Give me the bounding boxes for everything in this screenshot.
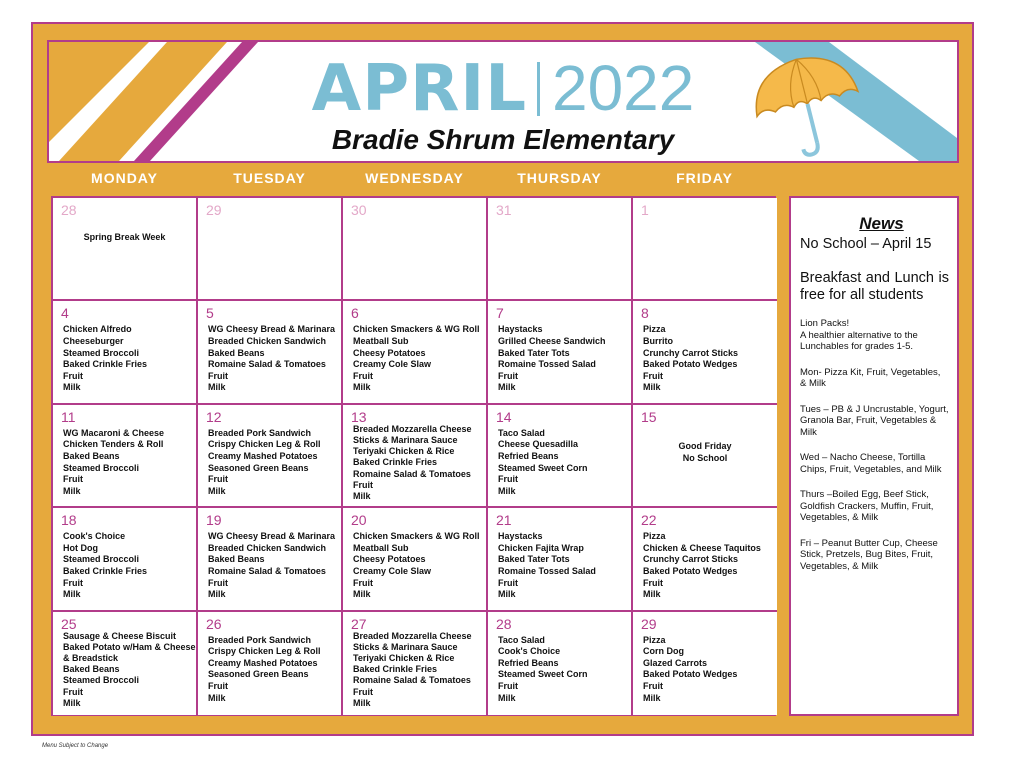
menu-item: Creamy Cole Slaw (353, 359, 432, 370)
menu-item: Baked Potato Wedges (643, 565, 738, 576)
menu-item: Fruit (353, 577, 373, 588)
day-number: 6 (351, 305, 359, 322)
news-text: Tues – PB & J Uncrustable, Yogurt, Granola Bar, Fruit, Vegetables & Milk (800, 403, 949, 438)
menu-item: Milk (353, 589, 371, 600)
day-cell (343, 612, 488, 715)
menu-item: Milk (353, 697, 371, 708)
menu-item: Cheeseburger (63, 335, 124, 346)
day-name: WEDNESDAY (365, 170, 464, 186)
menu-list (63, 630, 196, 709)
menu-item: Romaine Salad & Tomatoes (353, 468, 471, 479)
news-text: Thurs –Boiled Egg, Beef Stick, Goldfish Crackers, Muffin, Fruit, Vegetables, & Milk (800, 489, 934, 523)
menu-item: Baked Crinkle Fries (353, 457, 438, 468)
day-cell (488, 405, 633, 508)
menu-list (498, 635, 627, 705)
menu-item: Breaded Chicken Sandwich (208, 335, 327, 346)
lion-packs-intro (800, 318, 949, 353)
menu-item: Milk (208, 589, 226, 600)
day-cell (198, 405, 343, 508)
menu-item: WG Cheesy Bread & Marinara (208, 531, 336, 542)
title-divider (537, 62, 540, 116)
menu-item: Breaded Mozzarella Cheese (353, 423, 472, 434)
menu-item: Steamed Broccoli (63, 554, 140, 565)
menu-item: Crispy Chicken Leg & Roll (208, 439, 321, 450)
menu-item: Chicken Tenders & Roll (63, 439, 164, 450)
menu-item: Milk (498, 692, 516, 703)
day-number: 11 (61, 408, 76, 425)
day-number: 20 (351, 512, 367, 529)
menu-item: Grilled Cheese Sandwich (498, 335, 606, 346)
menu-item: Fruit (353, 370, 373, 381)
day-cell (198, 508, 343, 611)
menu-item: Taco Salad (498, 427, 545, 438)
menu-item: Steamed Broccoli (63, 675, 140, 686)
menu-item: Burrito (643, 335, 673, 346)
day-number: 31 (496, 202, 512, 218)
menu-item: Seasoned Green Beans (208, 669, 309, 680)
menu-item: Milk (63, 485, 81, 496)
news-text: Mon- Pizza Kit, Fruit, Vegetables, & Milk (800, 366, 941, 389)
day-note: No School (682, 452, 728, 463)
calendar-header (47, 40, 959, 163)
menu-item: WG Macaroni & Cheese (63, 427, 165, 438)
title-year: 2022 (551, 52, 695, 124)
menu-item: Baked Beans (208, 554, 265, 565)
menu-item: Fruit (208, 680, 228, 691)
menu-item: Steamed Sweet Corn (498, 669, 588, 680)
menu-item: Baked Beans (63, 664, 120, 675)
news-text: Wed – Nacho Cheese, Tortilla Chips, Fruit, Vegetables, and Milk (800, 452, 942, 475)
day-cell (488, 508, 633, 611)
menu-list (498, 531, 627, 601)
school-name: Bradie Shrum Elementary (331, 124, 675, 155)
day-cell (633, 508, 777, 611)
menu-item: Fruit (643, 577, 663, 588)
menu-item: Milk (498, 485, 516, 496)
day-name: THURSDAY (517, 170, 602, 186)
menu-item: Baked Crinkle Fries (353, 664, 438, 675)
day-number: 27 (351, 615, 367, 632)
menu-item: Pizza (643, 324, 666, 335)
menu-item: Fruit (63, 686, 83, 697)
menu-item: Fruit (643, 680, 663, 691)
menu-item: Creamy Mashed Potatoes (208, 450, 318, 461)
menu-item: Baked Potato Wedges (643, 359, 738, 370)
menu-list (63, 324, 192, 394)
menu-item: Crispy Chicken Leg & Roll (208, 646, 321, 657)
day-number: 29 (641, 615, 657, 632)
menu-item: Baked Crinkle Fries (63, 565, 148, 576)
menu-item: Milk (63, 382, 81, 393)
menu-item: Fruit (208, 370, 228, 381)
menu-item: Fruit (63, 577, 83, 588)
menu-list (353, 324, 482, 394)
day-number: 21 (496, 512, 512, 529)
day-cell (198, 612, 343, 715)
menu-item: Hot Dog (63, 542, 98, 553)
day-number: 15 (641, 408, 657, 425)
menu-item: Romaine Salad & Tomatoes (208, 565, 326, 576)
menu-item: Sticks & Marinara Sauce (353, 435, 458, 445)
menu-item: Pizza (643, 634, 666, 645)
menu-item: Cook's Choice (63, 531, 126, 542)
menu-item: Fruit (498, 474, 518, 485)
menu-item: Seasoned Green Beans (208, 462, 309, 473)
news-title: News (859, 214, 904, 233)
menu-item: Baked Tater Tots (498, 347, 570, 358)
menu-item: WG Cheesy Bread & Marinara (208, 324, 336, 335)
day-cell (53, 508, 198, 611)
day-number: 19 (206, 512, 222, 529)
menu-item: Refried Beans (498, 450, 559, 461)
day-note: Good Friday (678, 440, 732, 451)
menu-item: Milk (63, 697, 81, 708)
menu-item: Cheesy Potatoes (353, 347, 426, 358)
menu-item: Fruit (208, 577, 228, 588)
menu-item: Milk (353, 382, 371, 393)
menu-item: & Breadstick (63, 653, 119, 663)
day-name: FRIDAY (676, 170, 733, 186)
menu-item: Baked Potato w/Ham & Cheese (63, 641, 196, 652)
menu-item: Steamed Broccoli (63, 462, 140, 473)
menu-item: Baked Tater Tots (498, 554, 570, 565)
menu-item: Romaine Salad & Tomatoes (353, 675, 471, 686)
menu-item: Steamed Sweet Corn (498, 462, 588, 473)
menu-item: Fruit (643, 370, 663, 381)
menu-item: Fruit (63, 370, 83, 381)
menu-item: Chicken Fajita Wrap (498, 542, 584, 553)
menu-item: Steamed Broccoli (63, 347, 140, 358)
day-cell (53, 198, 198, 301)
day-number: 8 (641, 305, 649, 322)
day-number: 14 (496, 408, 512, 425)
menu-item: Taco Salad (498, 634, 545, 645)
menu-item: Cheesy Potatoes (353, 554, 426, 565)
menu-item: Fruit (63, 474, 83, 485)
day-number: 1 (641, 202, 649, 218)
menu-list (353, 631, 482, 709)
menu-item: Chicken Smackers & WG Roll (353, 531, 480, 542)
news-panel (789, 196, 959, 716)
day-number: 22 (641, 512, 657, 529)
menu-item: Baked Beans (208, 347, 265, 358)
day-cell (633, 405, 777, 508)
menu-item: Milk (63, 589, 81, 600)
menu-list (353, 531, 482, 601)
menu-item: Teriyaki Chicken & Rice (353, 446, 455, 457)
menu-item: Cheese Quesadilla (498, 439, 579, 450)
menu-item: Baked Potato Wedges (643, 669, 738, 680)
day-cell (343, 508, 488, 611)
day-cell (53, 405, 198, 508)
day-cell (53, 301, 198, 404)
menu-list (353, 424, 482, 502)
menu-item: Milk (208, 382, 226, 393)
menu-item: Chicken Alfredo (63, 324, 132, 335)
day-number: 5 (206, 305, 214, 322)
menu-list (208, 428, 337, 498)
menu-item: Pizza (643, 531, 666, 542)
day-cell (633, 612, 777, 715)
menu-item: Milk (643, 382, 661, 393)
day-cell (488, 301, 633, 404)
menu-item: Teriyaki Chicken & Rice (353, 653, 455, 663)
menu-item: Chicken Smackers & WG Roll (353, 324, 480, 335)
menu-list (208, 324, 337, 394)
menu-item: Romaine Tossed Salad (498, 565, 596, 576)
menu-item: Haystacks (498, 531, 543, 542)
day-note: Spring Break Week (83, 232, 166, 242)
footnote: Menu Subject to Change (42, 743, 109, 749)
day-number: 18 (61, 512, 77, 529)
day-cell (198, 301, 343, 404)
day-number: 4 (61, 305, 69, 322)
menu-item: Fruit (208, 474, 228, 485)
day-cell (343, 405, 488, 508)
day-number: 30 (351, 202, 367, 218)
news-text: A healthier alternative to the Lunchables for grades 1-5. (800, 329, 918, 352)
menu-item: Creamy Mashed Potatoes (208, 657, 318, 668)
menu-item: Meatball Sub (353, 335, 409, 346)
menu-list (208, 635, 337, 705)
menu-list (208, 531, 337, 601)
umbrella-icon (747, 52, 867, 163)
menu-list (63, 428, 192, 498)
day-cell (633, 301, 777, 404)
menu-item: Meatball Sub (353, 542, 409, 553)
day-number: 28 (496, 615, 512, 632)
day-number: 26 (206, 615, 222, 632)
menu-item: Crunchy Carrot Sticks (643, 347, 739, 358)
menu-item: Sausage & Cheese Biscuit (63, 630, 177, 641)
menu-item: Romaine Tossed Salad (498, 359, 596, 370)
menu-item: Fruit (353, 479, 373, 490)
menu-item: Fruit (498, 370, 518, 381)
day-cell (343, 198, 488, 301)
day-name: TUESDAY (233, 170, 306, 186)
menu-item: Breaded Mozzarella Cheese (353, 630, 472, 641)
menu-item: Romaine Salad & Tomatoes (208, 359, 326, 370)
menu-item: Baked Crinkle Fries (63, 359, 148, 370)
menu-item: Refried Beans (498, 657, 559, 668)
menu-item: Fruit (498, 680, 518, 691)
menu-item: Fruit (498, 577, 518, 588)
day-cell (53, 612, 198, 715)
menu-item: Milk (353, 491, 371, 502)
menu-item: Milk (498, 589, 516, 600)
day-number: 25 (61, 615, 77, 632)
menu-list (643, 635, 773, 705)
day-number: 28 (61, 202, 77, 218)
menu-item: Milk (208, 692, 226, 703)
day-cell (343, 301, 488, 404)
menu-item: Breaded Pork Sandwich (208, 427, 312, 438)
day-number: 29 (206, 202, 222, 218)
day-cell (198, 198, 343, 301)
menu-item: Creamy Cole Slaw (353, 565, 432, 576)
day-number: 7 (496, 305, 504, 322)
calendar-grid (51, 196, 776, 716)
menu-item: Milk (643, 692, 661, 703)
title-month: APRIL (311, 52, 527, 126)
menu-item: Haystacks (498, 324, 543, 335)
menu-item: Milk (643, 589, 661, 600)
menu-item: Fruit (353, 686, 373, 697)
menu-item: Corn Dog (643, 646, 684, 657)
menu-list (63, 531, 192, 601)
news-no-school: No School – April 15 (800, 236, 932, 252)
menu-item: Breaded Chicken Sandwich (208, 542, 327, 553)
news-text: Lion Packs! (800, 318, 850, 329)
menu-item: Breaded Pork Sandwich (208, 634, 312, 645)
news-free-meals: Breakfast and Lunch is free for all students (800, 270, 949, 303)
menu-item: Crunchy Carrot Sticks (643, 554, 739, 565)
day-cell (488, 612, 633, 715)
day-name: MONDAY (91, 170, 158, 186)
menu-item: Glazed Carrots (643, 657, 708, 668)
menu-list (643, 324, 773, 394)
menu-item: Baked Beans (63, 450, 120, 461)
menu-list (643, 531, 773, 601)
day-number: 13 (351, 408, 367, 425)
menu-item: Milk (498, 382, 516, 393)
menu-list (498, 428, 627, 498)
menu-item: Sticks & Marinara Sauce (353, 641, 458, 652)
menu-list (498, 324, 627, 394)
day-number: 12 (206, 408, 222, 425)
menu-item: Milk (208, 485, 226, 496)
day-cell (633, 198, 777, 301)
menu-item: Chicken & Cheese Taquitos (643, 542, 761, 553)
menu-item: Cook's Choice (498, 646, 561, 657)
news-text: Fri – Peanut Butter Cup, Cheese Stick, Pretzels, Bug Bites, Fruit, Vegetables, & Milk (800, 537, 938, 572)
day-cell (488, 198, 633, 301)
